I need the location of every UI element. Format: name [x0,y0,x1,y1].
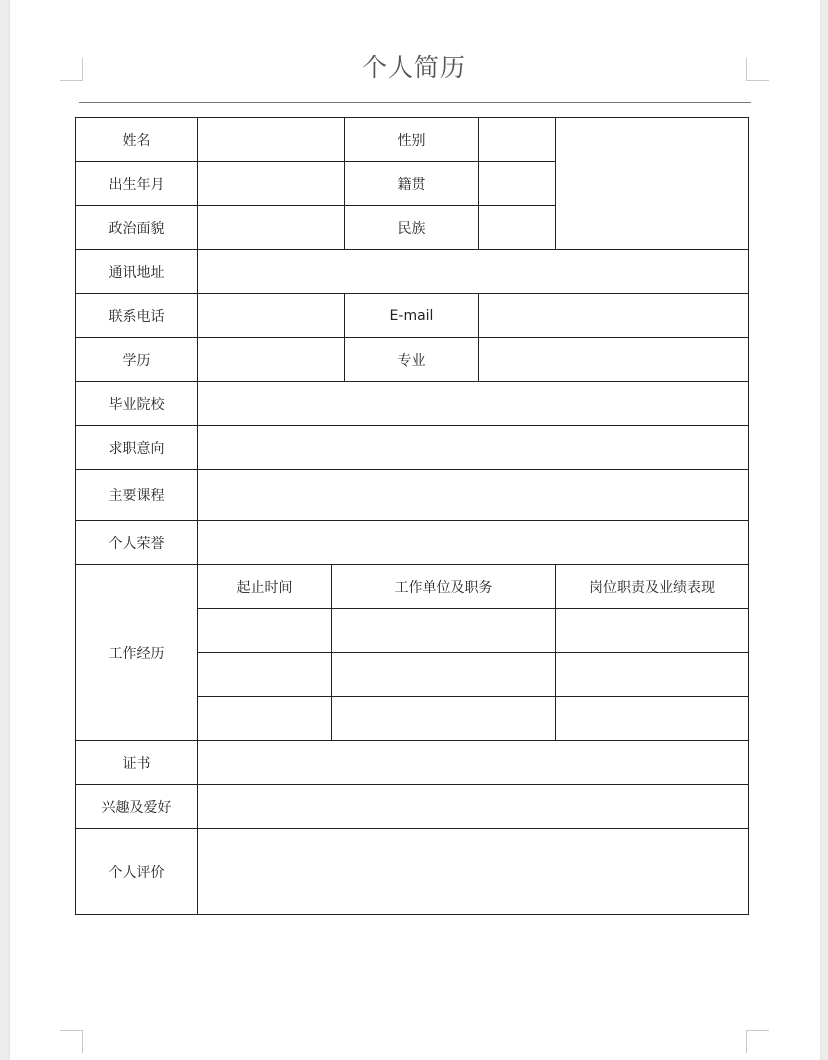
row-education [76,338,749,382]
label-address: 通讯地址 [76,250,198,294]
label-birth: 出生年月 [76,162,198,206]
work-employer-cell[interactable] [332,653,556,697]
work-header-duties: 岗位职责及业绩表现 [556,565,749,609]
label-native-place: 籍贯 [345,162,479,206]
row-name [76,118,749,162]
label-phone: 联系电话 [76,294,198,338]
work-period-cell[interactable] [198,609,332,653]
field-email[interactable] [479,294,749,338]
label-ethnicity: 民族 [345,206,479,250]
work-header-employer: 工作单位及职务 [332,565,556,609]
field-job-intention[interactable] [198,426,749,470]
row-phone [76,294,749,338]
document-title: 个人简历 [361,53,466,82]
label-job-intention: 求职意向 [76,426,198,470]
field-birth[interactable] [198,162,345,206]
field-major[interactable] [479,338,749,382]
field-school[interactable] [198,382,749,426]
label-gender: 性别 [345,118,479,162]
field-ethnicity[interactable] [479,206,556,250]
resume-table [75,117,749,915]
margin-corner-bottom-right [746,1030,769,1053]
document-page [10,0,820,1060]
work-employer-cell[interactable] [332,697,556,741]
work-employer-cell[interactable] [332,609,556,653]
work-period-cell[interactable] [198,697,332,741]
field-honors[interactable] [198,521,749,565]
row-address [76,250,749,294]
label-certificates: 证书 [76,741,198,785]
field-native-place[interactable] [479,162,556,206]
row-honors [76,521,749,565]
work-header-period: 起止时间 [198,565,332,609]
field-main-courses[interactable] [198,470,749,521]
row-certificates [76,741,749,785]
label-work-experience: 工作经历 [76,565,198,741]
label-hobbies: 兴趣及爱好 [76,785,198,829]
row-hobbies [76,785,749,829]
photo-box[interactable] [556,118,749,250]
row-job-intention [76,426,749,470]
row-school [76,382,749,426]
label-education: 学历 [76,338,198,382]
field-self-evaluation[interactable] [198,829,749,915]
label-school: 毕业院校 [76,382,198,426]
row-self-evaluation [76,829,749,915]
field-hobbies[interactable] [198,785,749,829]
field-gender[interactable] [479,118,556,162]
row-main-courses [76,470,749,521]
work-duties-cell[interactable] [556,653,749,697]
row-work-header [76,565,749,609]
field-political-status[interactable] [198,206,345,250]
work-duties-cell[interactable] [556,609,749,653]
field-address[interactable] [198,250,749,294]
field-education[interactable] [198,338,345,382]
label-main-courses: 主要课程 [76,470,198,521]
label-political-status: 政治面貌 [76,206,198,250]
work-duties-cell[interactable] [556,697,749,741]
field-phone[interactable] [198,294,345,338]
label-self-evaluation: 个人评价 [76,829,198,915]
field-name[interactable] [198,118,345,162]
label-name: 姓名 [76,118,198,162]
margin-corner-bottom-left [60,1030,83,1053]
work-period-cell[interactable] [198,653,332,697]
label-email: E-mail [345,294,479,338]
title-divider [79,102,751,103]
label-major: 专业 [345,338,479,382]
field-certificates[interactable] [198,741,749,785]
label-honors: 个人荣誉 [76,521,198,565]
